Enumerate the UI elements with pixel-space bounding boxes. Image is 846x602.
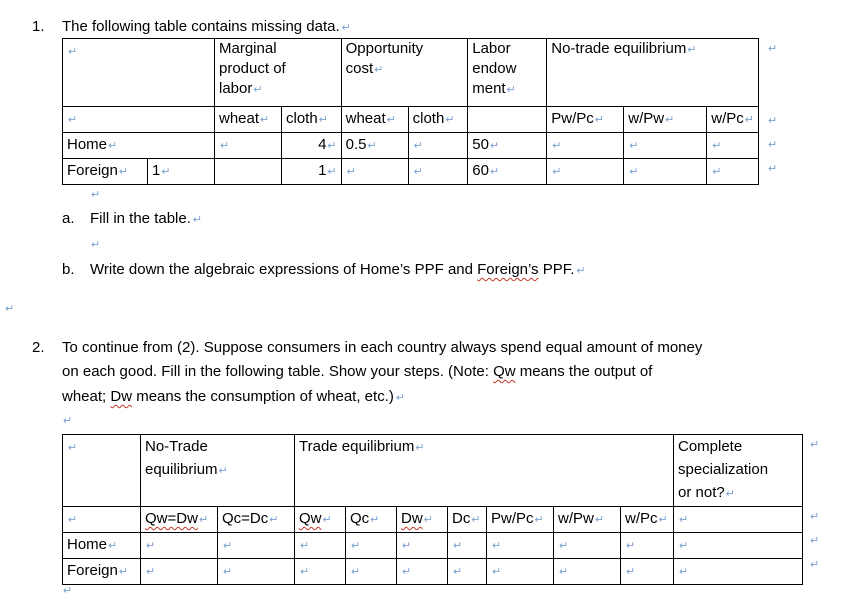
- cell: ↵: [295, 533, 346, 559]
- header-complete-specialization: Complete specialization or not?↵: [674, 435, 803, 507]
- q1-table: [62, 38, 759, 185]
- cell: ↵: [408, 133, 468, 159]
- cell-empty: ↵: [63, 435, 141, 507]
- row-end-mark-icon: ↵: [810, 535, 820, 547]
- paragraph-mark-icon: ↵: [63, 415, 73, 427]
- row-label: Home↵: [63, 133, 215, 159]
- cell: [215, 159, 282, 185]
- row-end-mark-icon: ↵: [768, 163, 778, 175]
- row-end-mark-icon: ↵: [810, 559, 820, 571]
- row-label: Home↵: [63, 533, 141, 559]
- cell: 50↵: [468, 133, 547, 159]
- q2-table: [62, 434, 803, 585]
- subheader-pw-pc: Pw/Pc↵: [547, 107, 624, 133]
- cell-empty: ↵: [63, 107, 215, 133]
- cell: ↵: [674, 533, 803, 559]
- header-trade-equilibrium: Trade equilibrium↵: [295, 435, 674, 507]
- header-no-trade-equilibrium: No-Trade equilibrium↵: [141, 435, 295, 507]
- q1-part-b-text: Write down the algebraic expressions of Home’s PPF and Foreign’s PPF. ↵: [90, 261, 586, 278]
- row-label: Foreign↵: [63, 159, 148, 185]
- cell-empty: ↵: [674, 507, 803, 533]
- table-row: [63, 533, 803, 559]
- row-end-mark-icon: ↵: [810, 439, 820, 451]
- cell: ↵: [547, 133, 624, 159]
- header-no-trade-equilibrium: No-trade equilibrium↵: [547, 39, 759, 107]
- cell-empty: ↵: [63, 39, 215, 107]
- header-opportunity-cost: Opportunity cost↵: [341, 39, 468, 107]
- q1-part-a-label: a.: [62, 210, 75, 227]
- q1-number: 1.: [32, 18, 45, 35]
- paragraph-mark-icon: ↵: [5, 303, 15, 315]
- cell: ↵: [707, 159, 759, 185]
- q2-line-1: To continue from (2). Suppose consumers in each country always spend equal amount of money: [62, 339, 703, 356]
- cell: ↵: [218, 559, 295, 585]
- cell: ↵: [346, 559, 397, 585]
- cell: ↵: [341, 159, 408, 185]
- cell: ↵: [218, 533, 295, 559]
- subheader-oc-cloth: cloth↵: [408, 107, 468, 133]
- cell: ↵: [215, 133, 282, 159]
- cell: ↵: [621, 533, 674, 559]
- cell: ↵: [448, 559, 487, 585]
- cell-empty: ↵: [63, 507, 141, 533]
- subheader-w-pw: w/Pw↵: [624, 107, 707, 133]
- q1-intro: The following table contains missing data. ↵: [62, 18, 351, 35]
- subheader-qc: Qc↵: [346, 507, 397, 533]
- table-row: [63, 159, 759, 185]
- row-end-mark-icon: ↵: [810, 511, 820, 523]
- paragraph-mark-icon: ↵: [63, 585, 73, 597]
- cell: 0.5↵: [341, 133, 408, 159]
- cell: ↵: [547, 159, 624, 185]
- q2-line-2: on each good. Fill in the following table. Show your steps. (Note: Qw means the output of: [62, 363, 653, 380]
- subheader-pw-pc: Pw/Pc↵: [487, 507, 554, 533]
- subheader-qw-dw: Qw=Dw↵: [141, 507, 218, 533]
- q1-part-b-label: b.: [62, 261, 75, 278]
- row-end-mark-icon: ↵: [768, 115, 778, 127]
- cell: ↵: [408, 159, 468, 185]
- header-labor-endowment: Labor endow ment↵: [468, 39, 547, 107]
- subheader-w-pc: w/Pc↵: [707, 107, 759, 133]
- cell: ↵: [624, 133, 707, 159]
- cell: 1↵: [148, 159, 215, 185]
- cell: ↵: [448, 533, 487, 559]
- cell: ↵: [487, 559, 554, 585]
- subheader-dw: Dw↵: [397, 507, 448, 533]
- q2-number: 2.: [32, 339, 45, 356]
- row-label: Foreign↵: [63, 559, 141, 585]
- subheader-mp-wheat: wheat↵: [215, 107, 282, 133]
- subheader-w-pw: w/Pw↵: [554, 507, 621, 533]
- cell: ↵: [346, 533, 397, 559]
- row-end-mark-icon: ↵: [768, 139, 778, 151]
- cell: 60↵: [468, 159, 547, 185]
- cell: ↵: [554, 533, 621, 559]
- table-row: [63, 559, 803, 585]
- cell: ↵: [621, 559, 674, 585]
- subheader-labor: [468, 107, 547, 133]
- cell: ↵: [554, 559, 621, 585]
- cell: ↵: [674, 559, 803, 585]
- subheader-oc-wheat: wheat↵: [341, 107, 408, 133]
- q1-part-a-text: Fill in the table. ↵: [90, 210, 203, 227]
- cell: ↵: [295, 559, 346, 585]
- header-marginal-product: Marginal product of labor↵: [215, 39, 342, 107]
- row-end-mark-icon: ↵: [768, 43, 778, 55]
- subheader-dc: Dc↵: [448, 507, 487, 533]
- table-row: [63, 133, 759, 159]
- paragraph-mark-icon: ↵: [91, 239, 101, 251]
- paragraph-mark-icon: ↵: [91, 189, 101, 201]
- cell: 1↵: [282, 159, 342, 185]
- cell: ↵: [707, 133, 759, 159]
- q2-line-3: wheat; Dw means the consumption of wheat, etc.) ↵: [62, 388, 406, 405]
- cell: ↵: [487, 533, 554, 559]
- cell: ↵: [624, 159, 707, 185]
- cell: ↵: [397, 559, 448, 585]
- subheader-mp-cloth: cloth↵: [282, 107, 342, 133]
- cell: ↵: [141, 559, 218, 585]
- subheader-qw: Qw↵: [295, 507, 346, 533]
- cell: ↵: [141, 533, 218, 559]
- subheader-w-pc: w/Pc↵: [621, 507, 674, 533]
- paragraph-mark-icon: ↵: [341, 22, 351, 34]
- cell: ↵: [397, 533, 448, 559]
- subheader-qc-dc: Qc=Dc↵: [218, 507, 295, 533]
- cell: 4↵: [282, 133, 342, 159]
